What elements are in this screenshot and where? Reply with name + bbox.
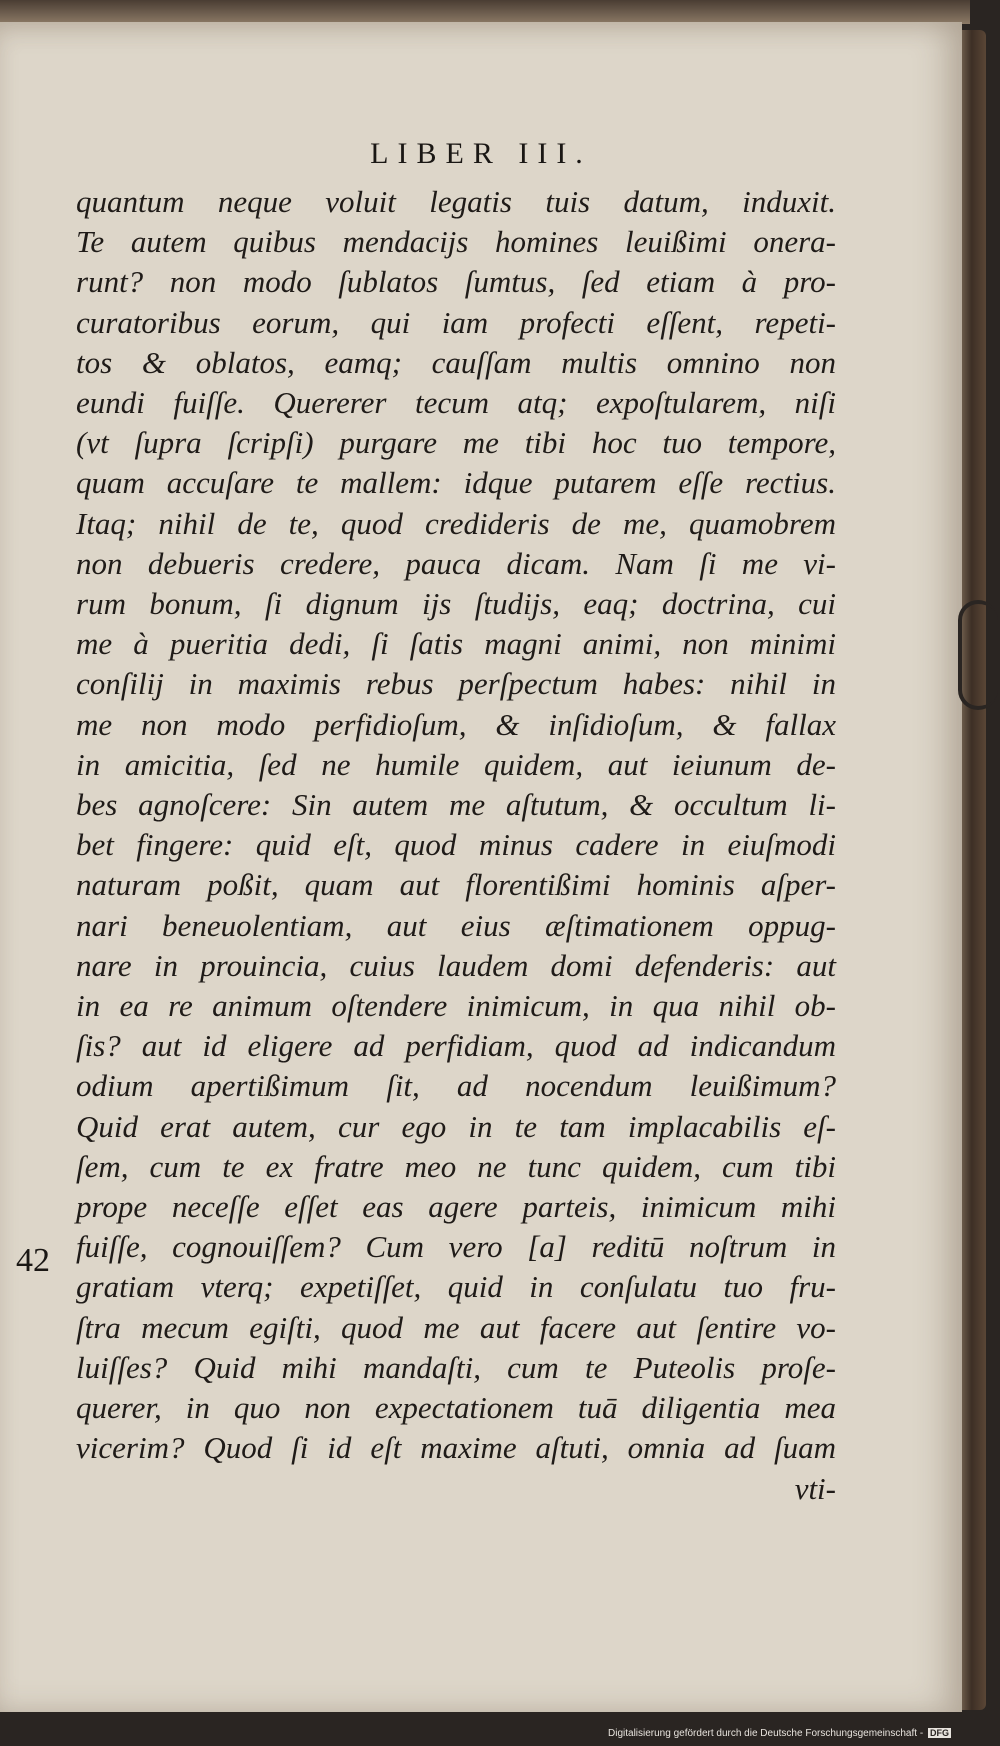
text-line: vti- (794, 1470, 836, 1506)
text-line: conſilij in maximis rebus perſpectum habes: nihil in (76, 666, 836, 702)
dfg-logo: DFG (929, 1728, 949, 1738)
text-line: rum bonum, ſi dignum ijs ſtudijs, eaq; doctrina, cui (76, 586, 836, 622)
book-page (0, 22, 962, 1712)
text-line: gratiam vterq; expetiſſet, quid in conſulatu tuo fru- (76, 1269, 836, 1305)
running-head: LIBER III. (370, 137, 592, 170)
text-line: querer, in quo non expectationem tuā diligentia mea (76, 1390, 836, 1426)
text-line: bet fingere: quid eſt, quod minus cadere in eiuſmodi (76, 827, 836, 863)
text-line: vicerim? Quod ſi id eſt maxime aſtuti, omnia ad ſuam (76, 1430, 836, 1466)
text-line: nari beneuolentiam, aut eius æſtimationem oppug- (76, 907, 836, 943)
text-line: ſis? aut id eligere ad perfidiam, quod ad indicandum (76, 1028, 836, 1064)
text-line: Te autem quibus mendacijs homines leuißimi onera- (76, 224, 836, 260)
text-line: odium apertißimum ſit, ad nocendum leuißimum? (76, 1068, 836, 1104)
text-line: fuiſſe, cognouiſſem? Cum vero [a] reditū noſtrum in (76, 1229, 836, 1265)
book-top-edge (0, 0, 970, 24)
text-line: quantum neque voluit legatis tuis datum, induxit. (76, 184, 836, 219)
text-line: nare in prouincia, cuius laudem domi defenderis: aut (76, 947, 836, 983)
book-right-edge (962, 30, 986, 1710)
text-line: Itaq; nihil de te, quod credideris de me, quamobrem (76, 505, 836, 541)
text-line: prope neceſſe eſſet eas agere parteis, inimicum mihi (76, 1189, 836, 1225)
body-text (76, 182, 836, 1509)
text-line: quam accuſare te mallem: idque putarem eſſe rectius. (76, 465, 836, 501)
footer-credit-text: Digitalisierung gefördert durch die Deutsche Forschungsgemeinschaft - (608, 1728, 924, 1739)
text-line: naturam poßit, quam aut florentißimi hominis aſper- (76, 867, 836, 903)
margin-number: 42 (16, 1242, 50, 1279)
text-line: Quid erat autem, cur ego in te tam implacabilis eſ- (76, 1108, 836, 1144)
text-line: curatoribus eorum, qui iam profecti eſſent, repeti- (76, 304, 836, 340)
text-line: runt? non modo ſublatos ſumtus, ſed etiam à pro- (76, 264, 836, 300)
footer-credit (608, 1728, 951, 1739)
book-clasp (958, 600, 998, 710)
text-line: luiſſes? Quid mihi mandaſti, cum te Puteolis proſe- (76, 1349, 836, 1385)
text-line: ſem, cum te ex fratre meo ne tunc quidem, cum tibi (76, 1148, 836, 1184)
text-line: in ea re animum oſtendere inimicum, in qua nihil ob- (76, 988, 836, 1024)
text-line: tos & oblatos, eamq; cauſſam multis omnino non (76, 344, 836, 380)
text-line: me non modo perfidioſum, & inſidioſum, & fallax (76, 706, 836, 742)
text-line: ſtra mecum egiſti, quod me aut facere aut ſentire vo- (76, 1309, 836, 1345)
text-line: eundi fuiſſe. Quererer tecum atq; expoſtularem, niſi (76, 385, 836, 421)
text-line: bes agnoſcere: Sin autem me aſtutum, & occultum li- (76, 787, 836, 823)
text-line: me à pueritia dedi, ſi ſatis magni animi, non minimi (76, 626, 836, 662)
text-line: in amicitia, ſed ne humile quidem, aut ieiunum de- (76, 746, 836, 782)
text-line: (vt ſupra ſcripſi) purgare me tibi hoc tuo tempore, (76, 425, 836, 461)
text-line: non debueris credere, pauca dicam. Nam ſi me vi- (76, 545, 836, 581)
